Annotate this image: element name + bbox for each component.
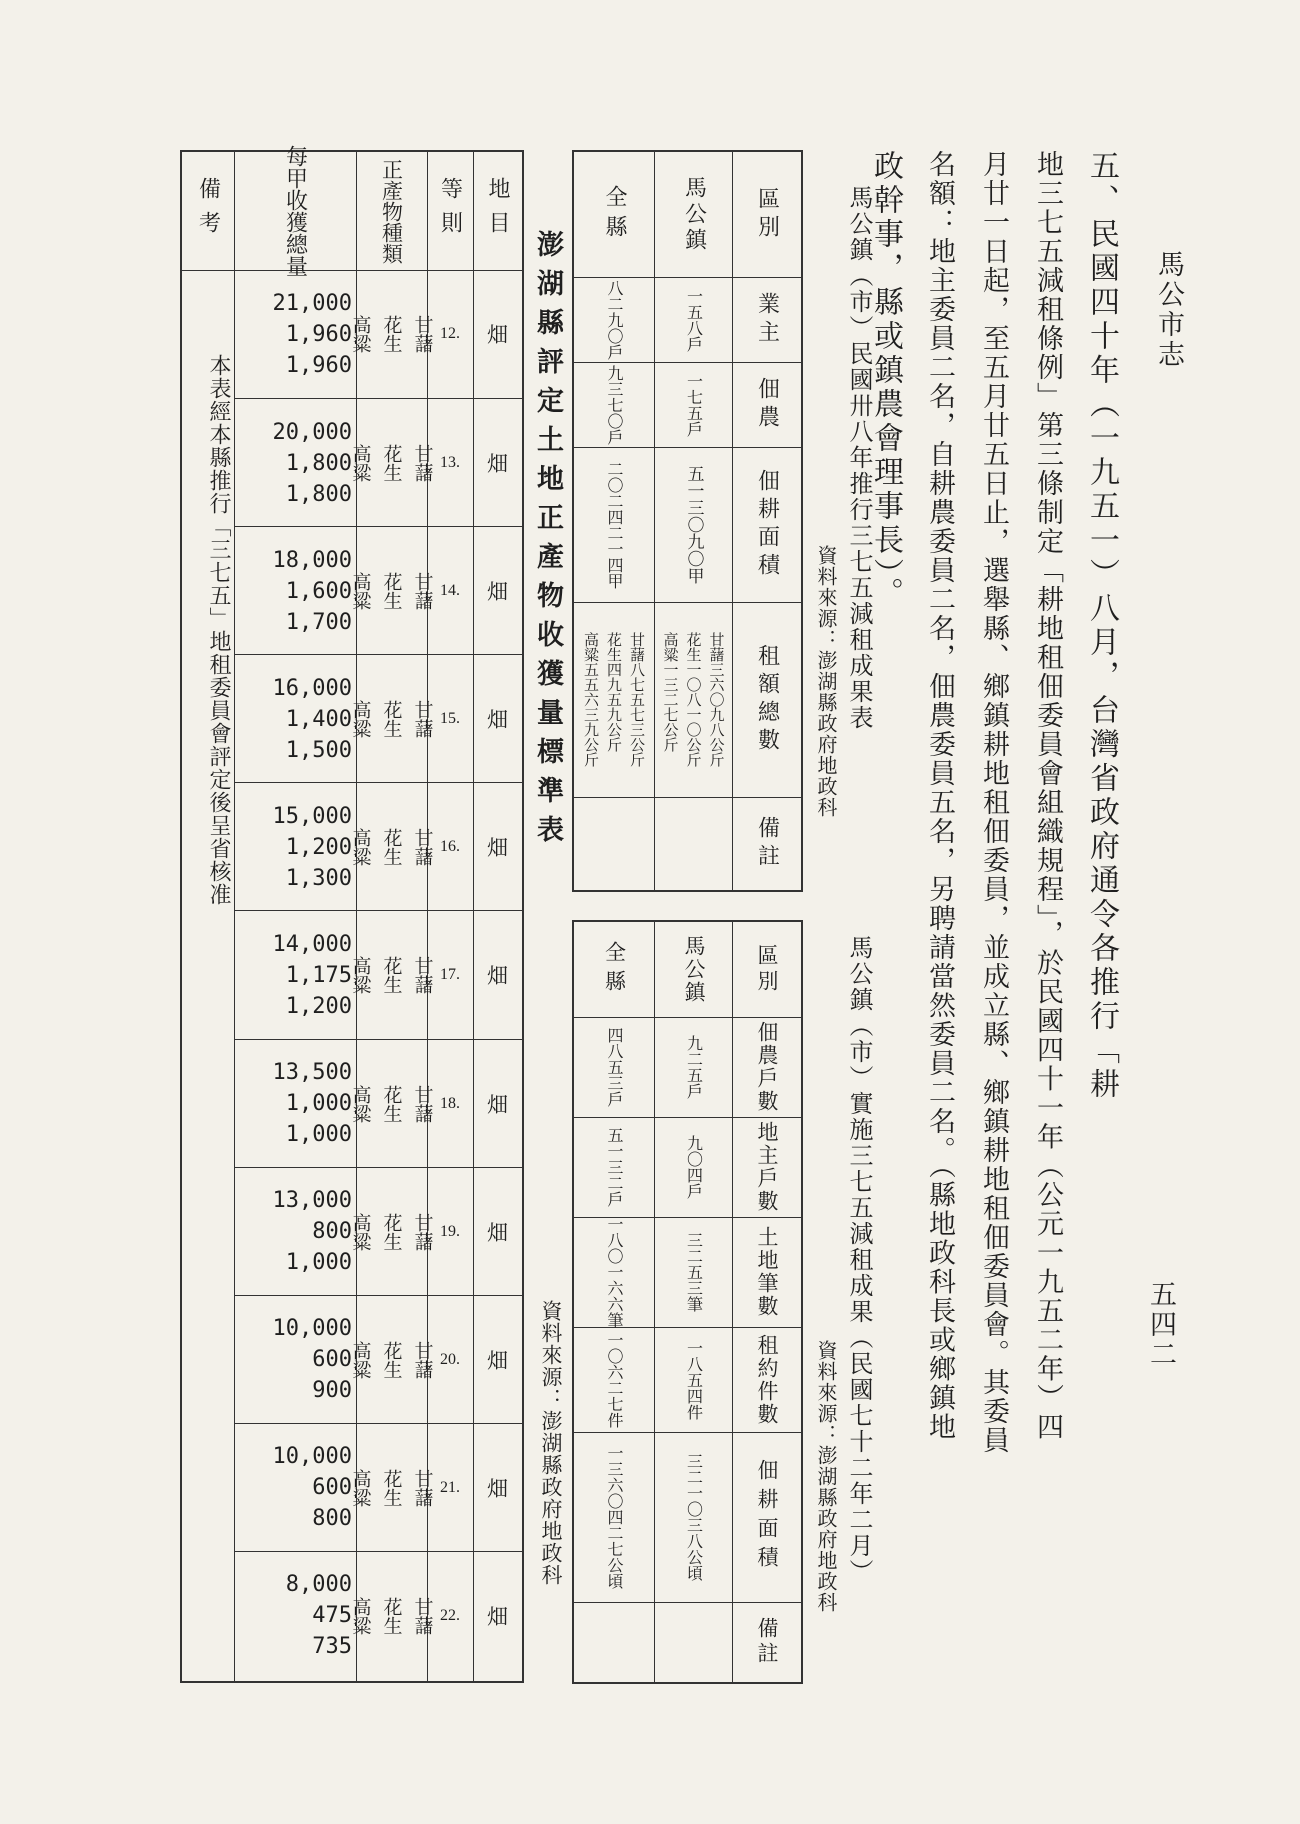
rent-line: 高粱五五六三九公斤 — [582, 632, 600, 767]
table2-cell-note — [655, 1602, 733, 1682]
page-number: 五四二 — [1145, 1280, 1176, 1370]
crop-name: 高粱 — [349, 572, 372, 611]
crop-name: 花生 — [380, 1212, 403, 1251]
table-row — [234, 398, 522, 527]
yield-cell — [234, 527, 352, 655]
crop-name: 高粱 — [349, 1596, 372, 1635]
yield-value: 1,600 — [285, 578, 352, 604]
crop-cell — [349, 911, 434, 1039]
grade-cell: 14. — [440, 582, 460, 600]
crop-name: 花生 — [380, 828, 403, 867]
yield-cell — [234, 1296, 352, 1424]
crop-name: 高粱 — [349, 1212, 372, 1251]
table2-cell-parcels: 三二五三筆 — [655, 1217, 733, 1328]
yield-value: 1,000 — [285, 1091, 352, 1117]
yield-value: 20,000 — [272, 419, 352, 445]
table1-header: 佃耕面積 — [733, 447, 801, 603]
body-text-col-5: 政幹事，縣或鎮農會理事長）。 — [868, 150, 903, 611]
crop-name: 甘藷 — [411, 828, 434, 867]
yield-value: 10,000 — [272, 1444, 352, 1470]
table1-header: 租額總數 — [733, 602, 801, 798]
crop-name: 花生 — [380, 444, 403, 483]
table3-header-note: 備考 — [195, 177, 221, 245]
table2-header: 地主戶數 — [733, 1117, 801, 1218]
yield-cell — [234, 783, 352, 911]
table1-cell-area: 二〇二四二一四甲 — [574, 447, 655, 603]
table-row — [234, 1295, 522, 1424]
yield-value: 900 — [312, 1378, 352, 1404]
crop-cell — [349, 1296, 434, 1424]
table-row — [574, 922, 655, 1682]
yield-cell — [234, 1168, 352, 1296]
landtype-cell: 畑 — [487, 1092, 508, 1117]
table-row — [654, 152, 733, 890]
yield-value: 21,000 — [272, 290, 352, 316]
crop-cell — [349, 1552, 434, 1680]
body-text-col-1: 五、民國四十年（一九五一）八月，台灣省政府通令各推行「耕 — [1084, 150, 1119, 1102]
yield-value: 1,400 — [285, 706, 352, 732]
grade-cell: 15. — [440, 710, 460, 728]
book-title: 馬公市志 — [1153, 250, 1184, 370]
table1-cell-rent — [574, 602, 655, 798]
crop-name: 花生 — [380, 572, 403, 611]
crop-name: 甘藷 — [411, 1212, 434, 1251]
crop-name: 高粱 — [349, 828, 372, 867]
table2-cell-contracts: 一〇六二七件 — [574, 1327, 655, 1433]
yield-value: 10,000 — [272, 1316, 352, 1342]
table-row — [234, 1551, 522, 1680]
crop-name: 甘藷 — [411, 700, 434, 739]
landtype-cell: 畑 — [487, 1476, 508, 1501]
table-row — [234, 910, 522, 1039]
table1 — [572, 150, 803, 892]
table1-cell-area: 五一三〇九〇甲 — [655, 447, 733, 603]
yield-cell — [234, 1040, 352, 1168]
grade-cell: 21. — [440, 1478, 460, 1496]
table1-cell-note — [655, 797, 733, 890]
crop-name: 甘藷 — [411, 1340, 434, 1379]
crop-name: 花生 — [380, 700, 403, 739]
table1-cell-note — [574, 797, 655, 890]
landtype-cell: 畑 — [487, 323, 508, 348]
crop-name: 高粱 — [349, 956, 372, 995]
yield-value: 475 — [312, 1603, 352, 1629]
yield-value: 8,000 — [285, 1572, 352, 1598]
table2-cell-district: 全縣 — [574, 922, 655, 1018]
rent-line: 花生一〇八一〇公斤 — [684, 632, 703, 767]
yield-cell — [234, 270, 352, 398]
yield-value: 1,960 — [285, 321, 352, 347]
table-row — [234, 1167, 522, 1296]
yield-cell — [234, 1552, 352, 1680]
yield-value: 1,000 — [285, 1122, 352, 1148]
table3-header-crop: 正產物種類 — [379, 158, 404, 264]
table2-header-col — [732, 922, 801, 1682]
table1-header: 區別 — [733, 152, 801, 278]
table2-cell-contracts: 一八五四件 — [655, 1327, 733, 1433]
table2-cell-area: 一三六〇四二七公頃 — [574, 1432, 655, 1603]
grade-cell: 12. — [440, 325, 460, 343]
crop-name: 花生 — [380, 1596, 403, 1635]
crop-name: 甘藷 — [411, 1468, 434, 1507]
crop-name: 甘藷 — [411, 1084, 434, 1123]
table2-header: 區別 — [733, 922, 801, 1018]
crop-name: 花生 — [380, 1340, 403, 1379]
crop-cell — [349, 270, 434, 398]
table1-title: 馬公鎮（市）民國卅八年推行三七五減租成果表 — [845, 185, 873, 731]
table-row — [574, 152, 655, 890]
table2-header: 備註 — [755, 1617, 779, 1667]
table2-cell-note — [574, 1602, 655, 1682]
rent-line: 甘藷三六〇九八公斤 — [707, 632, 726, 767]
table-row — [234, 782, 522, 911]
landtype-cell: 畑 — [487, 836, 508, 861]
table2-cell-owners: 五一三二戶 — [574, 1117, 655, 1218]
table3-note: 本表經本縣推行「三七五」地租委員會評定後呈省核准 — [206, 354, 231, 906]
crop-name: 高粱 — [349, 1340, 372, 1379]
yield-value: 800 — [312, 1219, 352, 1245]
table1-cell-district: 全縣 — [574, 152, 655, 278]
yield-value: 800 — [312, 1506, 352, 1532]
crop-name: 花生 — [380, 315, 403, 354]
crop-name: 高粱 — [349, 1084, 372, 1123]
body-text-col-3: 月廿一日起，至五月廿五日止，選舉縣、鄉鎮耕地租佃委員，並成立縣、鄉鎮耕地租佃委員會。其委員 — [978, 150, 1009, 1455]
table-row — [234, 1423, 522, 1552]
landtype-cell: 畑 — [487, 1348, 508, 1373]
yield-value: 14,000 — [272, 931, 352, 957]
body-text-col-2: 地三七五減租條例」第三條制定「耕地租佃委員會組織規程」，於民國四十一年（公元一九五二年）四 — [1032, 150, 1063, 1442]
table-row — [654, 922, 733, 1682]
crop-name: 甘藷 — [411, 572, 434, 611]
table2-cell-area: 三二一〇三八公頃 — [655, 1432, 733, 1603]
yield-value: 1,960 — [285, 352, 352, 378]
landtype-cell: 畑 — [487, 708, 508, 733]
table2-cell-district: 馬公鎮 — [655, 922, 733, 1018]
crop-name: 甘藷 — [411, 444, 434, 483]
grade-cell: 16. — [440, 838, 460, 856]
yield-value: 1,300 — [285, 865, 352, 891]
landtype-cell: 畑 — [487, 1220, 508, 1245]
crop-name: 高粱 — [349, 700, 372, 739]
table1-source: 資料來源：澎湖縣政府地政科 — [814, 545, 838, 818]
rent-line: 花生四九五九公斤 — [605, 632, 623, 752]
yield-value: 18,000 — [272, 547, 352, 573]
crop-cell — [349, 1424, 434, 1552]
crop-name: 花生 — [380, 1084, 403, 1123]
table3-source: 資料來源：澎湖縣政府地政科 — [539, 1300, 563, 1586]
table3-header-grade: 等則 — [437, 177, 463, 245]
crop-name: 甘藷 — [411, 956, 434, 995]
grade-cell: 20. — [440, 1350, 460, 1368]
yield-value: 15,000 — [272, 803, 352, 829]
table2-header: 租約件數 — [733, 1327, 801, 1433]
table1-header: 佃農 — [733, 362, 801, 448]
table3-header-yield: 每甲收獲總量 — [282, 145, 308, 277]
table3-header-landtype: 地目 — [485, 177, 510, 245]
crop-cell — [349, 783, 434, 911]
table1-cell-owners: 八二九〇戶 — [574, 277, 655, 363]
crop-cell — [349, 527, 434, 655]
yield-value: 1,200 — [285, 834, 352, 860]
table-row — [234, 1039, 522, 1168]
table2-cell-tenants: 四八五三戶 — [574, 1017, 655, 1118]
grade-cell: 19. — [440, 1222, 460, 1240]
crop-name: 花生 — [380, 1468, 403, 1507]
grade-cell: 17. — [440, 966, 460, 984]
table1-cell-rent — [655, 602, 733, 798]
yield-value: 735 — [312, 1634, 352, 1660]
yield-value: 1,200 — [285, 993, 352, 1019]
table1-cell-district: 馬公鎮 — [655, 152, 733, 278]
table1-cell-tenants: 一七五戶 — [655, 362, 733, 448]
landtype-cell: 畑 — [487, 1604, 508, 1629]
table1-header: 備註 — [754, 815, 780, 872]
landtype-cell: 畑 — [487, 452, 508, 477]
crop-name: 花生 — [380, 956, 403, 995]
table1-header-col — [732, 152, 801, 890]
table-row — [234, 526, 522, 655]
rent-line: 甘藷八七五七三公斤 — [628, 632, 646, 767]
table2 — [572, 920, 803, 1684]
table3 — [180, 145, 524, 1683]
yield-value: 600 — [312, 1347, 352, 1373]
yield-value: 13,000 — [272, 1188, 352, 1214]
table-row — [234, 270, 522, 398]
yield-cell — [234, 655, 352, 783]
table2-cell-owners: 九〇四戶 — [655, 1117, 733, 1218]
rent-line: 高粱一三二七公斤 — [661, 632, 680, 752]
table1-cell-tenants: 九三七〇戶 — [574, 362, 655, 448]
yield-value: 1,700 — [285, 609, 352, 635]
table2-cell-tenants: 九二五戶 — [655, 1017, 733, 1118]
crop-cell — [349, 1168, 434, 1296]
crop-cell — [349, 399, 434, 527]
yield-cell — [234, 911, 352, 1039]
crop-cell — [349, 655, 434, 783]
yield-value: 1,800 — [285, 481, 352, 507]
crop-name: 高粱 — [349, 1468, 372, 1507]
crop-name: 高粱 — [349, 315, 372, 354]
table2-title: 馬公鎮（市）實施三七五減租成果（民國七十二年二月） — [845, 935, 873, 1585]
yield-value: 1,800 — [285, 450, 352, 476]
landtype-cell: 畑 — [487, 580, 508, 605]
table2-header: 佃農戶數 — [733, 1017, 801, 1118]
crop-name: 甘藷 — [411, 315, 434, 354]
yield-cell — [234, 399, 352, 527]
table2-header: 土地筆數 — [733, 1217, 801, 1328]
yield-cell — [234, 1424, 352, 1552]
crop-name: 高粱 — [349, 444, 372, 483]
body-text-col-4: 名額：地主委員二名，自耕農委員二名，佃農委員五名，另聘請當然委員二名。（縣地政科長或鄉鎮地 — [924, 150, 955, 1442]
table3-header-band — [182, 145, 522, 277]
table3-title: 澎湖縣評定土地正產物收獲量標準表 — [532, 230, 563, 854]
crop-name: 甘藷 — [411, 1596, 434, 1635]
yield-value: 600 — [312, 1475, 352, 1501]
grade-cell: 13. — [440, 454, 460, 472]
yield-value: 1,000 — [285, 1250, 352, 1276]
table1-header: 業主 — [733, 277, 801, 363]
landtype-cell: 畑 — [487, 964, 508, 989]
yield-value: 1,500 — [285, 737, 352, 763]
table2-cell-parcels: 一八〇一六六筆 — [574, 1217, 655, 1328]
table2-header: 佃耕面積 — [733, 1432, 801, 1603]
yield-value: 13,500 — [272, 1060, 352, 1086]
grade-cell: 18. — [440, 1094, 460, 1112]
table2-source: 資料來源：澎湖縣政府地政科 — [814, 1340, 838, 1613]
table-row — [234, 654, 522, 783]
yield-value: 1,175 — [285, 962, 352, 988]
table1-cell-owners: 一五八戶 — [655, 277, 733, 363]
crop-cell — [349, 1040, 434, 1168]
grade-cell: 22. — [440, 1606, 460, 1624]
yield-value: 16,000 — [272, 675, 352, 701]
